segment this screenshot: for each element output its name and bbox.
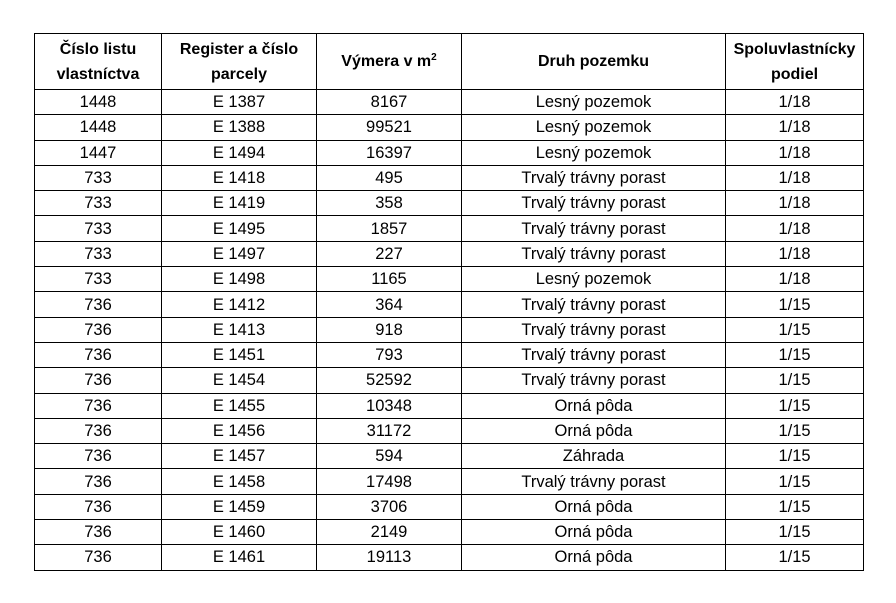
cell-land-type: Trvalý trávny porast	[462, 292, 726, 317]
cell-ownership-sheet-number: 736	[35, 494, 162, 519]
table-row	[35, 469, 864, 494]
table-row	[35, 418, 864, 443]
cell-area: 495	[317, 165, 462, 190]
header-area	[317, 34, 462, 90]
cell-ownership-sheet-number: 736	[35, 545, 162, 570]
cell-share: 1/15	[726, 368, 864, 393]
cell-land-type: Lesný pozemok	[462, 267, 726, 292]
cell-ownership-sheet-number: 733	[35, 216, 162, 241]
cell-parcel-number: E 1387	[162, 90, 317, 115]
cell-parcel-number: E 1418	[162, 165, 317, 190]
cell-land-type: Orná pôda	[462, 545, 726, 570]
cell-area: 1857	[317, 216, 462, 241]
parcel-table	[34, 33, 864, 571]
cell-parcel-number: E 1456	[162, 418, 317, 443]
header-area-label: Výmera v m	[341, 53, 432, 70]
cell-share: 1/15	[726, 469, 864, 494]
cell-ownership-sheet-number: 733	[35, 165, 162, 190]
cell-area: 31172	[317, 418, 462, 443]
cell-ownership-sheet-number: 1448	[35, 90, 162, 115]
cell-parcel-number: E 1388	[162, 115, 317, 140]
cell-share: 1/15	[726, 545, 864, 570]
cell-area: 99521	[317, 115, 462, 140]
cell-ownership-sheet-number: 736	[35, 292, 162, 317]
cell-ownership-sheet-number: 733	[35, 191, 162, 216]
cell-area: 793	[317, 342, 462, 367]
header-area-superscript: 2	[431, 52, 437, 63]
cell-area: 52592	[317, 368, 462, 393]
cell-share: 1/18	[726, 241, 864, 266]
cell-share: 1/18	[726, 90, 864, 115]
cell-area: 17498	[317, 469, 462, 494]
cell-share: 1/15	[726, 520, 864, 545]
cell-area: 8167	[317, 90, 462, 115]
cell-ownership-sheet-number: 736	[35, 444, 162, 469]
cell-ownership-sheet-number: 736	[35, 342, 162, 367]
cell-parcel-number: E 1455	[162, 393, 317, 418]
cell-area: 2149	[317, 520, 462, 545]
cell-share: 1/15	[726, 418, 864, 443]
table-row	[35, 317, 864, 342]
cell-share: 1/18	[726, 115, 864, 140]
table-body	[35, 90, 864, 571]
cell-parcel-number: E 1451	[162, 342, 317, 367]
cell-land-type: Orná pôda	[462, 494, 726, 519]
header-ownership-sheet-number: Číslo listu vlastníctva	[35, 34, 162, 90]
cell-ownership-sheet-number: 736	[35, 393, 162, 418]
table-header	[35, 34, 864, 90]
table-row	[35, 494, 864, 519]
cell-share: 1/15	[726, 317, 864, 342]
cell-land-type: Záhrada	[462, 444, 726, 469]
table-row	[35, 520, 864, 545]
cell-area: 227	[317, 241, 462, 266]
cell-land-type: Trvalý trávny porast	[462, 368, 726, 393]
cell-parcel-number: E 1419	[162, 191, 317, 216]
cell-parcel-number: E 1458	[162, 469, 317, 494]
cell-ownership-sheet-number: 1447	[35, 140, 162, 165]
cell-area: 594	[317, 444, 462, 469]
cell-area: 364	[317, 292, 462, 317]
table-row	[35, 216, 864, 241]
cell-ownership-sheet-number: 736	[35, 368, 162, 393]
cell-parcel-number: E 1498	[162, 267, 317, 292]
header-land-type: Druh pozemku	[462, 34, 726, 90]
cell-share: 1/18	[726, 216, 864, 241]
table-row	[35, 393, 864, 418]
cell-land-type: Lesný pozemok	[462, 90, 726, 115]
cell-land-type: Trvalý trávny porast	[462, 317, 726, 342]
cell-share: 1/15	[726, 444, 864, 469]
table-row	[35, 368, 864, 393]
cell-parcel-number: E 1454	[162, 368, 317, 393]
cell-share: 1/18	[726, 191, 864, 216]
cell-share: 1/15	[726, 292, 864, 317]
cell-share: 1/18	[726, 165, 864, 190]
cell-area: 10348	[317, 393, 462, 418]
cell-ownership-sheet-number: 736	[35, 317, 162, 342]
cell-parcel-number: E 1494	[162, 140, 317, 165]
cell-ownership-sheet-number: 733	[35, 267, 162, 292]
header-row	[35, 34, 864, 90]
cell-land-type: Trvalý trávny porast	[462, 342, 726, 367]
cell-land-type: Orná pôda	[462, 393, 726, 418]
cell-ownership-sheet-number: 736	[35, 418, 162, 443]
header-co-ownership-share: Spoluvlastnícky podiel	[726, 34, 864, 90]
table-row	[35, 292, 864, 317]
cell-land-type: Trvalý trávny porast	[462, 241, 726, 266]
cell-ownership-sheet-number: 736	[35, 520, 162, 545]
cell-parcel-number: E 1497	[162, 241, 317, 266]
cell-land-type: Trvalý trávny porast	[462, 165, 726, 190]
cell-ownership-sheet-number: 733	[35, 241, 162, 266]
cell-land-type: Lesný pozemok	[462, 115, 726, 140]
table-row	[35, 140, 864, 165]
table-row	[35, 241, 864, 266]
cell-land-type: Trvalý trávny porast	[462, 216, 726, 241]
cell-land-type: Orná pôda	[462, 418, 726, 443]
header-parcel-register-number: Register a číslo parcely	[162, 34, 317, 90]
table-row	[35, 444, 864, 469]
cell-share: 1/15	[726, 494, 864, 519]
table-row	[35, 342, 864, 367]
cell-area: 19113	[317, 545, 462, 570]
cell-parcel-number: E 1457	[162, 444, 317, 469]
cell-parcel-number: E 1413	[162, 317, 317, 342]
cell-share: 1/15	[726, 342, 864, 367]
table-row	[35, 115, 864, 140]
cell-area: 3706	[317, 494, 462, 519]
cell-area: 358	[317, 191, 462, 216]
table-row	[35, 165, 864, 190]
cell-land-type: Lesný pozemok	[462, 140, 726, 165]
cell-parcel-number: E 1460	[162, 520, 317, 545]
cell-area: 918	[317, 317, 462, 342]
cell-land-type: Trvalý trávny porast	[462, 469, 726, 494]
cell-area: 16397	[317, 140, 462, 165]
table-row	[35, 90, 864, 115]
cell-ownership-sheet-number: 1448	[35, 115, 162, 140]
cell-parcel-number: E 1412	[162, 292, 317, 317]
cell-parcel-number: E 1495	[162, 216, 317, 241]
cell-parcel-number: E 1461	[162, 545, 317, 570]
cell-parcel-number: E 1459	[162, 494, 317, 519]
cell-land-type: Orná pôda	[462, 520, 726, 545]
cell-share: 1/15	[726, 393, 864, 418]
cell-share: 1/18	[726, 140, 864, 165]
table-row	[35, 267, 864, 292]
cell-area: 1165	[317, 267, 462, 292]
cell-land-type: Trvalý trávny porast	[462, 191, 726, 216]
cell-share: 1/18	[726, 267, 864, 292]
table-row	[35, 545, 864, 570]
cell-ownership-sheet-number: 736	[35, 469, 162, 494]
table-row	[35, 191, 864, 216]
